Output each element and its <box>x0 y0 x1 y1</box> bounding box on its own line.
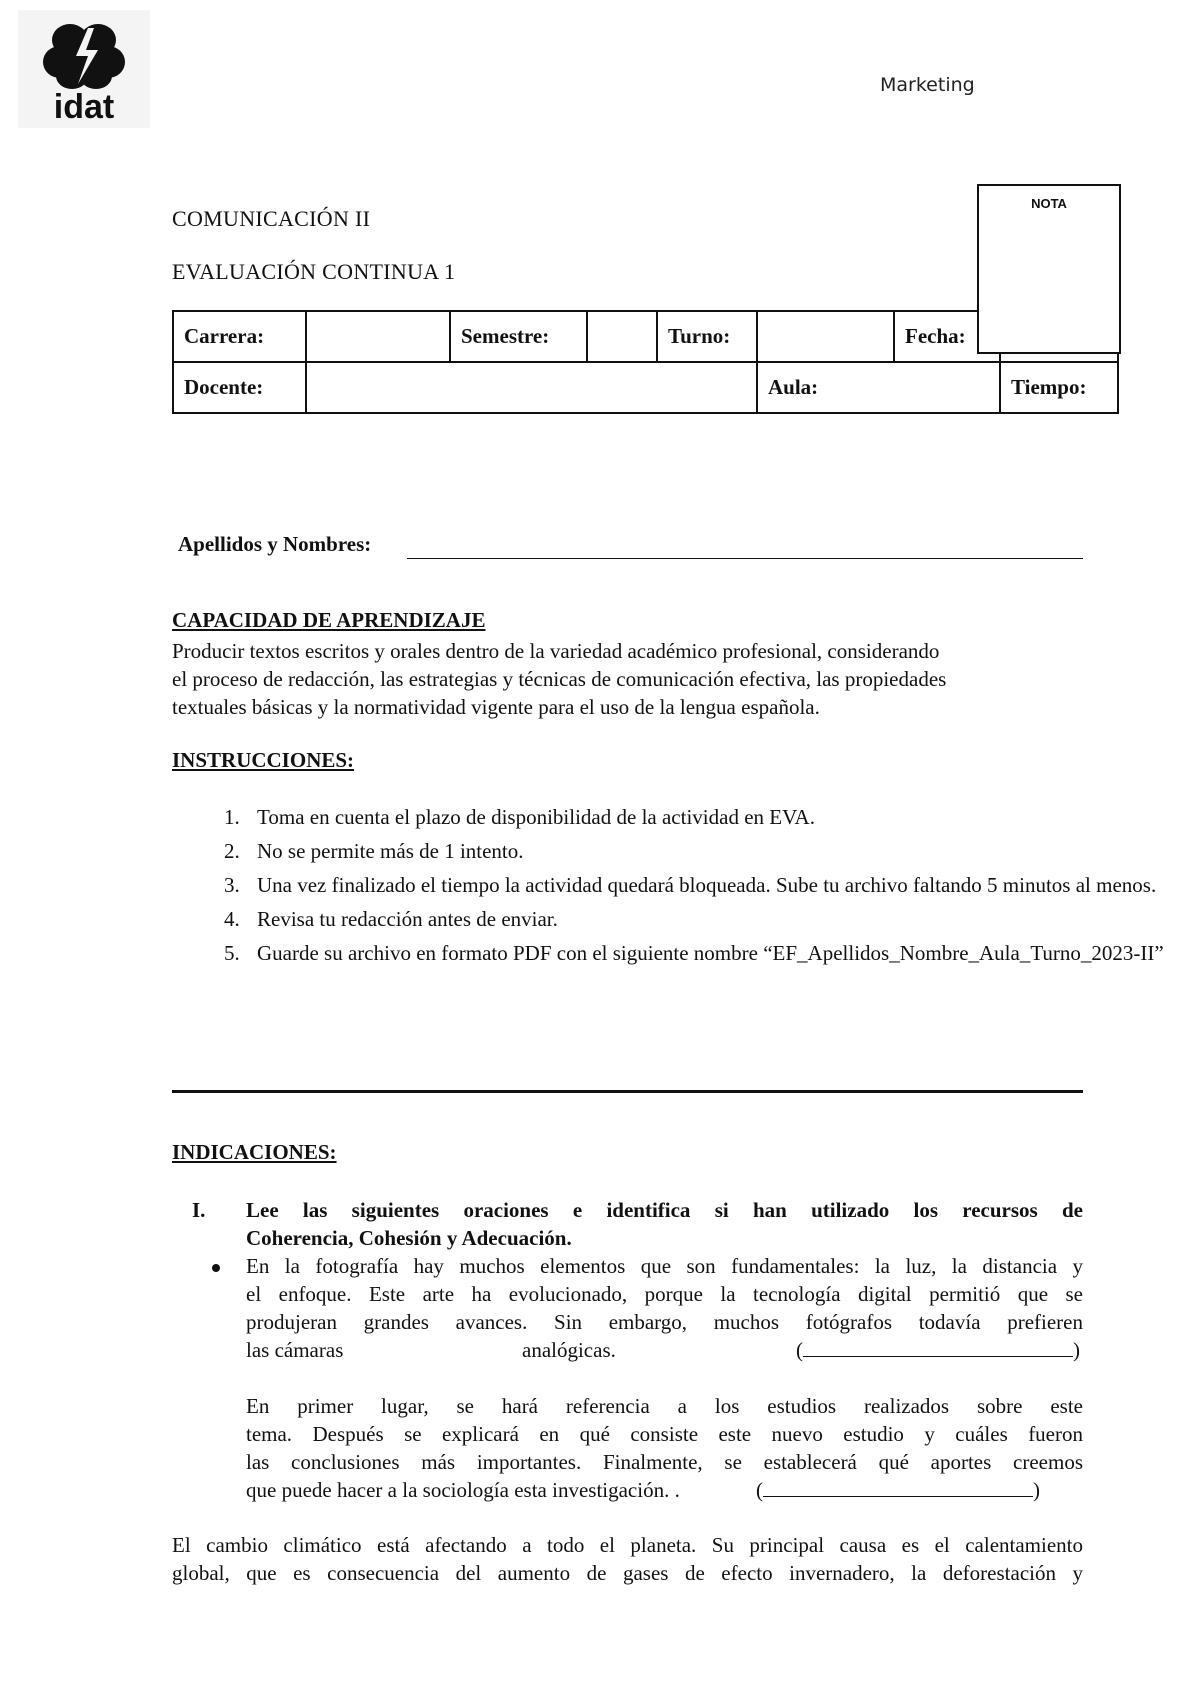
paragraph-line: el enfoque. Este arte ha evolucionado, porque la tecnología digital permitió que se <box>246 1282 1083 1306</box>
list-item: 1. Toma en cuenta el plazo de disponibilidad de la actividad en EVA. <box>245 800 1168 834</box>
turno-label: Turno: <box>657 311 757 362</box>
list-item: 2. No se permite más de 1 intento. <box>245 834 1168 868</box>
paragraph-line: produjeran grandes avances. Sin embargo, muchos fotógrafos todavía prefieren <box>246 1310 1083 1334</box>
paragraph-3 <box>172 1531 1083 1587</box>
docente-field[interactable] <box>306 362 757 413</box>
bullet-dot <box>212 1264 220 1272</box>
nota-label: NOTA <box>1031 196 1067 211</box>
section-title-line2: Coherencia, Cohesión y Adecuación. <box>246 1226 572 1250</box>
tiempo-label: Tiempo: <box>1000 362 1118 413</box>
carrera-field[interactable] <box>306 311 450 362</box>
paragraph-fragment: analógicas. <box>522 1338 616 1362</box>
capacidad-line: textuales básicas y la normatividad vigente para el uso de la lengua española. <box>172 695 820 719</box>
paragraph-line: las conclusiones más importantes. Finalmente, se establecerá qué aportes creemos <box>246 1450 1083 1474</box>
answer-blank-1[interactable]: ( ) <box>796 1338 1080 1362</box>
paragraph-fragment: las cámaras <box>246 1338 344 1362</box>
aula-label: Aula: <box>757 362 1000 413</box>
indicaciones-heading: INDICACIONES: <box>172 1140 337 1164</box>
turno-field[interactable] <box>757 311 894 362</box>
divider <box>172 1090 1083 1093</box>
list-item: 3. Una vez finalizado el tiempo la actividad quedará bloqueada. Sube tu archivo faltando 5 minutos al menos. <box>245 868 1168 902</box>
paragraph-line: El cambio climático está afectando a todo el planeta. Su principal causa es el calentamiento <box>172 1533 1083 1557</box>
instrucciones-heading: INSTRUCCIONES: <box>172 748 355 772</box>
list-item: 4. Revisa tu redacción antes de enviar. <box>245 902 1168 936</box>
capacidad-text <box>172 637 1083 721</box>
capacidad-line: Producir textos escritos y orales dentro de la variedad académico profesional, considerando <box>172 639 940 663</box>
evaluation-title: EVALUACIÓN CONTINUA 1 <box>172 259 456 284</box>
section-numeral: I. <box>192 1198 206 1222</box>
logo-text: idat <box>53 88 115 126</box>
docente-label: Docente: <box>173 362 306 413</box>
paragraph-line: En primer lugar, se hará referencia a los estudios realizados sobre este <box>246 1394 1083 1418</box>
section-title-line1: Lee las siguientes oraciones e identifica si han utilizado los recursos de <box>246 1198 1083 1222</box>
capacidad-heading: CAPACIDAD DE APRENDIZAJE <box>172 608 486 632</box>
paragraph-fragment: que puede hacer a la sociología esta investigación. . <box>246 1478 680 1502</box>
student-name-label: Apellidos y Nombres: <box>178 532 372 556</box>
capacidad-line: el proceso de redacción, las estrategias y técnicas de comunicación efectiva, las propiedades <box>172 667 947 691</box>
carrera-label: Carrera: <box>173 311 306 362</box>
fecha-label: Fecha: <box>894 311 1000 362</box>
semestre-label: Semestre: <box>450 311 587 362</box>
instrucciones-list <box>172 800 1168 970</box>
paragraph-1 <box>246 1252 1083 1364</box>
paragraph-line: En la fotografía hay muchos elementos que son fundamentales: la luz, la distancia y <box>246 1254 1083 1278</box>
paragraph-2 <box>246 1392 1083 1504</box>
semestre-field[interactable] <box>587 311 657 362</box>
student-name-field[interactable] <box>407 534 1083 559</box>
paragraph-line: tema. Después se explicará en qué consiste este nuevo estudio y cuáles fueron <box>246 1422 1083 1446</box>
course-title: COMUNICACIÓN II <box>172 206 371 231</box>
career-header: Marketing <box>880 74 975 96</box>
paragraph-line: global, que es consecuencia del aumento de gases de efecto invernadero, la deforestación y <box>172 1561 1083 1585</box>
answer-blank-2[interactable]: ( ) <box>756 1478 1040 1502</box>
list-item: 5. Guarde su archivo en formato PDF con el siguiente nombre “EF_Apellidos_Nombre_Aula_Turno_2023-II” <box>245 936 1168 970</box>
